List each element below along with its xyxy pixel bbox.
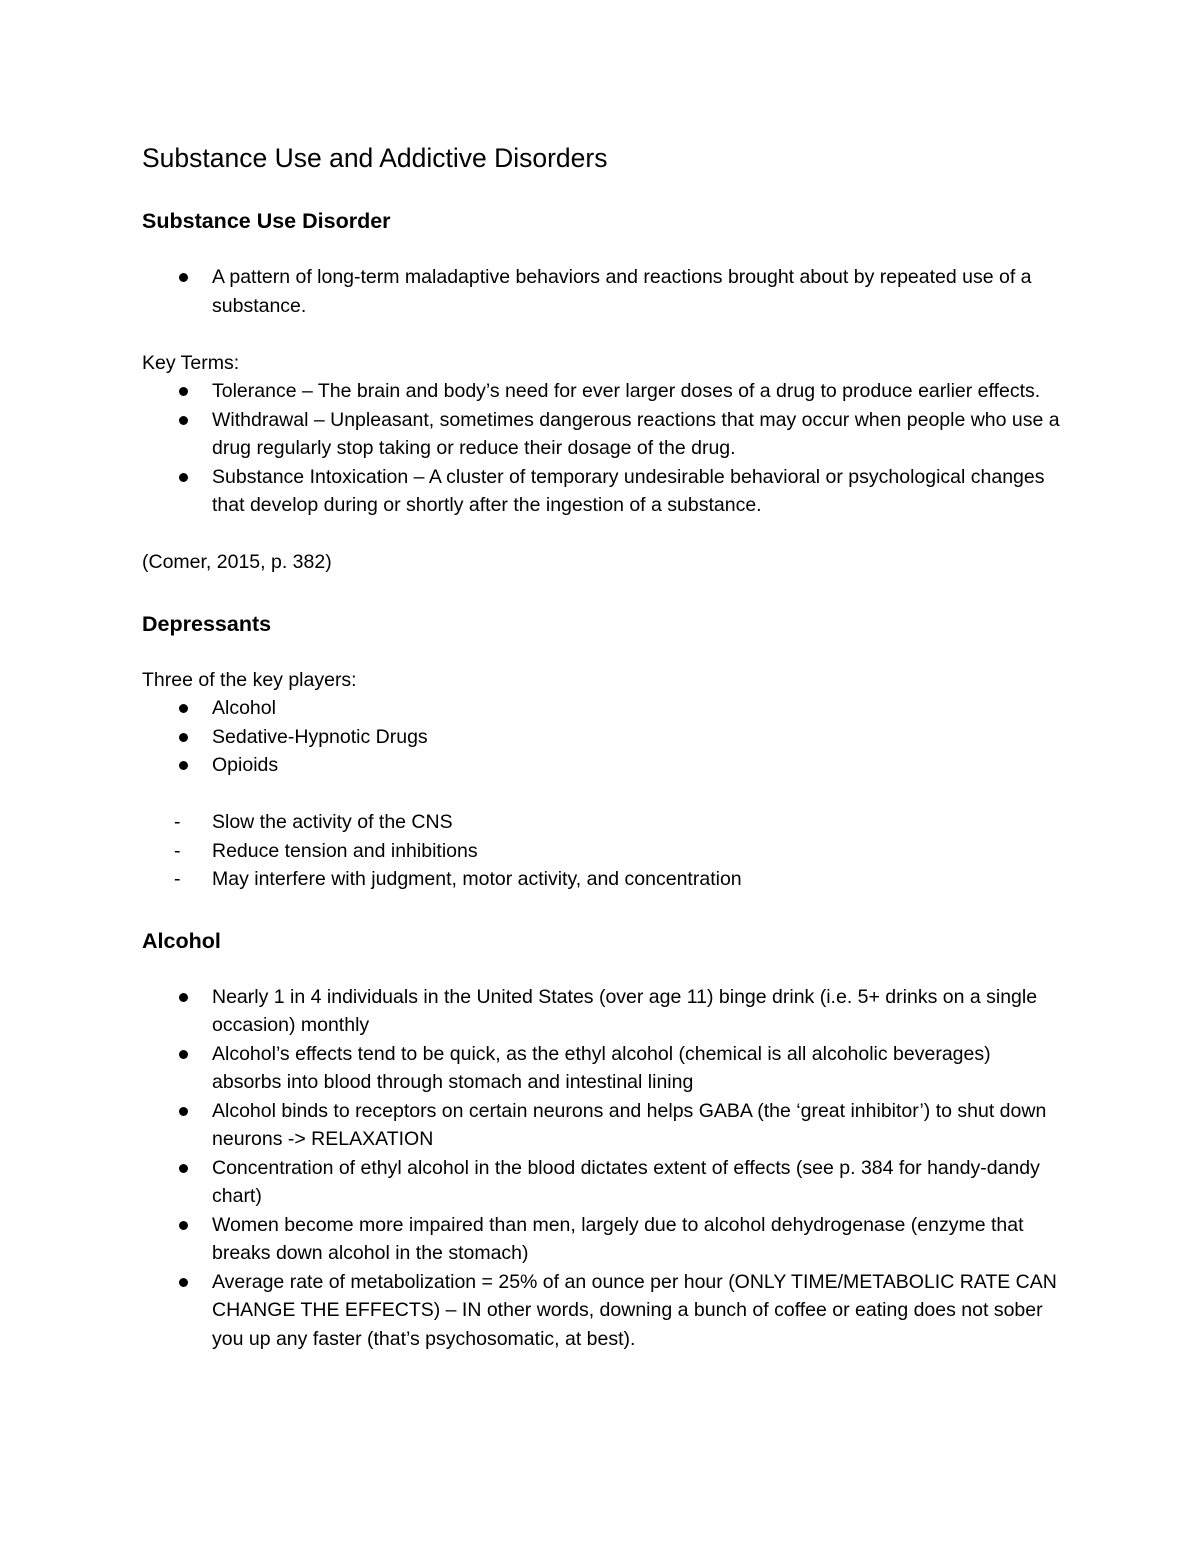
dash-icon: - (174, 839, 181, 862)
list-item: Opioids (142, 751, 1062, 780)
list-item: A pattern of long-term maladaptive behaviors and reactions brought about by repeated use of a substance. (142, 263, 1062, 320)
list-item: - May interfere with judgment, motor activity, and concentration (142, 865, 1062, 894)
list-item: Tolerance – The brain and body’s need for ever larger doses of a drug to produce earlier effects. (142, 377, 1062, 406)
depressants-intro: Three of the key players: (142, 668, 357, 691)
list-item: Sedative-Hypnotic Drugs (142, 723, 1062, 752)
document-title: Substance Use and Addictive Disorders (142, 143, 608, 173)
citation: (Comer, 2015, p. 382) (142, 551, 332, 573)
bullet-icon (179, 1221, 188, 1230)
key-terms-label: Key Terms: (142, 351, 240, 374)
list-item: - Reduce tension and inhibitions (142, 837, 1062, 866)
bullet-icon (179, 1164, 188, 1173)
bullet-icon (179, 473, 188, 482)
bullet-icon (179, 1050, 188, 1059)
key-terms-list (142, 377, 1082, 520)
list-item: Average rate of metabolization = 25% of an ounce per hour (ONLY TIME/METABOLIC RATE CAN CHANGE THE EFFECTS) – IN other words, downing a bunch of coffee or eating does not sober you up any faster (that’s psychosomatic, at best). (142, 1268, 1062, 1354)
bullet-icon (179, 993, 188, 1002)
document-body (142, 138, 1082, 1353)
heading-alcohol: Alcohol (142, 928, 221, 953)
heading-substance-use-disorder: Substance Use Disorder (142, 209, 391, 233)
bullet-icon (179, 704, 188, 713)
bullet-icon (179, 1107, 188, 1116)
bullet-icon (179, 273, 188, 282)
alcohol-facts-list (142, 983, 1082, 1354)
dash-icon: - (174, 811, 181, 833)
depressants-effects-list (142, 808, 1082, 894)
list-item: Nearly 1 in 4 individuals in the United States (over age 11) binge drink (i.e. 5+ drinks on a single occasion) monthly (142, 983, 1062, 1040)
depressants-players-list (142, 694, 1082, 780)
list-item: Alcohol (142, 694, 1062, 723)
heading-depressants: Depressants (142, 611, 272, 636)
list-item: Withdrawal – Unpleasant, sometimes dangerous reactions that may occur when people who use a drug regularly stop taking or reduce their dosage of the drug. (142, 406, 1062, 463)
list-item: Alcohol’s effects tend to be quick, as the ethyl alcohol (chemical is all alcoholic beverages) absorbs into blood through stomach and intestinal lining (142, 1040, 1062, 1097)
list-item: Concentration of ethyl alcohol in the blood dictates extent of effects (see p. 384 for handy-dandy chart) (142, 1154, 1062, 1211)
bullet-icon (179, 387, 188, 396)
bullet-icon (179, 416, 188, 425)
bullet-icon (179, 761, 188, 770)
sud-definition-list (142, 263, 1082, 320)
list-item: - Slow the activity of the CNS (142, 808, 1062, 837)
dash-icon: - (174, 868, 181, 890)
list-item: Substance Intoxication – A cluster of temporary undesirable behavioral or psychological changes that develop during or shortly after the ingestion of a substance. (142, 463, 1062, 520)
bullet-icon (179, 733, 188, 742)
list-item: Alcohol binds to receptors on certain neurons and helps GABA (the ‘great inhibitor’) to shut down neurons -> RELAXATION (142, 1097, 1062, 1154)
list-item: Women become more impaired than men, largely due to alcohol dehydrogenase (enzyme that breaks down alcohol in the stomach) (142, 1211, 1062, 1268)
bullet-icon (179, 1278, 188, 1287)
